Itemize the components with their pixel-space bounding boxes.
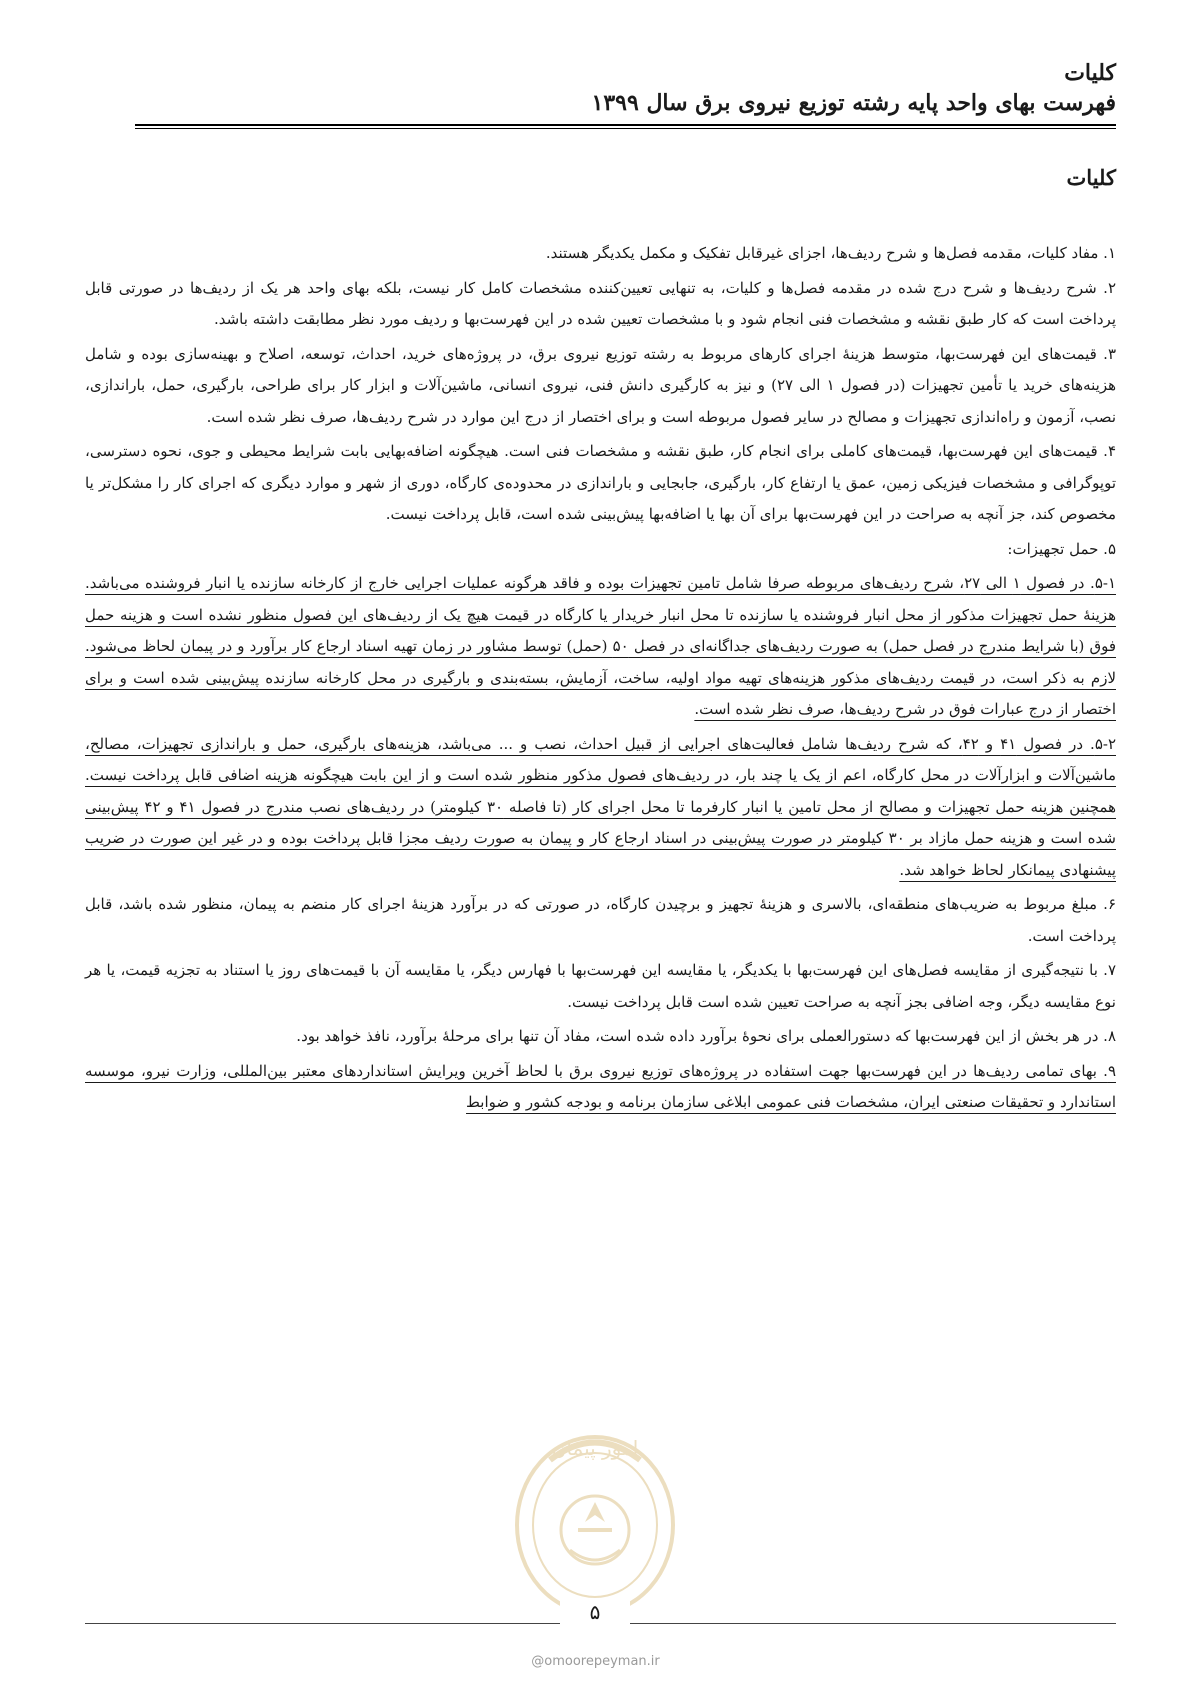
paragraph-6: ۶. مبلغ مربوط به ضریب‌های منطقه‌ای، بالاسری و هزینهٔ تجهیز و برچیدن کارگاه، در صورتی که در برآورد هزینهٔ اجرای کار منضم به پیمان، منظور شده باشد، قابل پرداخت است. [85,895,1116,945]
paragraph-3: ۳. قیمت‌های این فهرست‌بها، متوسط هزینهٔ اجرای کارهای مربوط به رشته توزیع نیروی برق، در پروژه‌های خرید، احداث، توسعه، اصلاح و بهینه‌سازی بوده و شامل هزینه‌های خرید یا تأمین تجهیزات (در فصول ۱ الی ۲۷) و نیز به کارگیری دانش فنی، نیروی انسانی، ماشین‌آلات و ابزار کار برای طراحی، بارگیری، حمل، باراندازی، نصب، آزمون و راه‌اندازی تجهیزات و مصالح در سایر فصول مربوطه است و برای اختصار از درج این موارد در شرح ردیف‌ها، صرف نظر شده است. [85,344,1117,426]
paragraph-9: ۹. بهای تمامی ردیف‌ها در این فهرست‌بها جهت استفاده در پروژه‌های توزیع نیروی برق با لحاظ آخرین ویرایش استانداردهای معتبر بین‌المللی، وزارت نیرو، موسسه استاندارد و تحقیقات صنعتی ایران، مشخصات فنی عمومی ابلاغی سازمان برنامه و بودجه کشور و ضوابط [85,1061,1116,1111]
header-subtitle: فهرست بهای واحد پایه رشته توزیع نیروی برق سال ۱۳۹۹ [591,90,1116,116]
paragraph-8: ۸. در هر بخش از این فهرست‌بها که دستورالعملی برای نحوهٔ برآورد داده شده است، مفاد آن تنها برای مرحلهٔ برآورد، نافذ خواهد بود. [296,1027,1116,1045]
header-divider [135,124,1116,129]
paragraph-1: ۱. مفاد کلیات، مقدمه فصل‌ها و شرح ردیف‌ها، اجزای غیرقابل تفکیک و مکمل یکدیگر هستند. [545,244,1116,262]
section-title: کلیات [1066,165,1116,190]
paragraph-2: ۲. شرح ردیف‌ها و شرح درج شده در مقدمه فصل‌ها و کلیات، به تنهایی تعیین‌کننده مشخصات کامل کار نیست، بلکه بهای واحد هر یک از ردیف‌ها در صورتی قابل پرداخت است که کار طبق نقشه و مشخصات فنی انجام شود و با مشخصات تعیین شده در این فهرست‌بها و ردیف مورد نظر مطابقت داشته باشد. [85,278,1116,328]
paragraph-7: ۷. با نتیجه‌گیری از مقایسه فصل‌های این فهرست‌بها با یکدیگر، یا مقایسه این فهرست‌بها با فهارس دیگر، یا مقایسه آن با قیمت‌های روز یا استناد به تجزیه قیمت، یا هر نوع مقایسه دیگر، وجه اضافی بجز آنچه به صراحت تعیین شده است قابل پرداخت نیست. [85,961,1116,1011]
paragraph-4: ۴. قیمت‌های این فهرست‌بها، قیمت‌های کاملی برای انجام کار، طبق نقشه و مشخصات فنی است. هیچگونه اضافه‌بهایی بابت شرایط محیطی و جوی، نحوه دسترسی، توپوگرافی و مشخصات فیزیکی زمین، عمق یا ارتفاع کار، بارگیری، جابجایی و باراندازی در محدوده‌ی کارگاه، دوری از شهر و موارد دیگری که اجرای کار را مشکل‌تر یا مخصوص کند، جز آنچه به صراحت در این فهرست‌بها برای آن بها یا اضافه‌بها پیش‌بینی شده است، قابل پرداخت نیست. [85,442,1116,523]
footer-website: @omoorepeyman.ir [531,1654,660,1669]
document-body [85,238,1116,1122]
paragraph-5-2: ۵-۲. در فصول ۴۱ و ۴۲، که شرح ردیف‌ها شامل فعالیت‌های اجرایی از قبیل احداث، نصب و ... می‌باشد، هزینه‌های بارگیری، حمل و باراندازی تجهیزات، مصالح، ماشین‌آلات و ابزارآلات در محل کارگاه، اعم از یک یا چند بار، در ردیف‌های فصول مذکور منظور شده است و از این بابت هیچگونه هزینه اضافی قابل پرداخت نیست. همچنین هزینه حمل تجهیزات و مصالح از محل تامین یا انبار کارفرما تا محل اجرای کار (تا فاصله ۳۰ کیلومتر) در ردیف‌های نصب مندرج در فصول ۴۱ و ۴۲ پیش‌بینی شده است و هزینه حمل مازاد بر ۳۰ کیلومتر در صورت پیش‌بینی در اسناد ارجاع کار و پیمان به صورت ردیف مجزا قابل پرداخت بوده و در غیر این صورت در ضریب پیشنهادی پیمانکار لحاظ خواهد شد. [85,734,1116,879]
paragraph-5-heading: ۵. حمل تجهیزات: [1007,539,1116,558]
page-number: ۵ [560,1600,630,1624]
page-header [135,58,1116,118]
paragraph-5-1: ۵-۱. در فصول ۱ الی ۲۷، شرح ردیف‌های مربوطه صرفا شامل تامین تجهیزات بوده و فاقد هرگونه عملیات اجرایی خارج از کارخانه سازنده یا انبار فروشنده می‌باشد. هزینهٔ حمل تجهیزات مذکور از محل انبار فروشنده یا سازنده تا محل انبار خریدار یا کارگاه در قیمت هیچ یک از ردیف‌های این فصول منظور نشده است و هزینه حمل فوق (با شرایط مندرج در فصل حمل) به صورت ردیف‌های جداگانه‌ای در فصل ۵۰ (حمل) توسط مشاور در زمان تهیه اسناد ارجاع کار برآورد و در پیمان لحاظ می‌شود. لازم به ذکر است، در قیمت ردیف‌های مذکور هزینه‌های تهیه مواد اولیه، ساخت، آزمایش، بسته‌بندی و بارگیری در محل کارخانه سازنده پیش‌بینی شده است و برای اختصار از درج عبارات فوق در شرح ردیف‌ها، صرف نظر شده است. [85,574,1116,718]
header-title: کلیات [1064,60,1116,86]
watermark-seal [510,1410,680,1620]
watermark-text: امور پیمان [551,1436,639,1460]
